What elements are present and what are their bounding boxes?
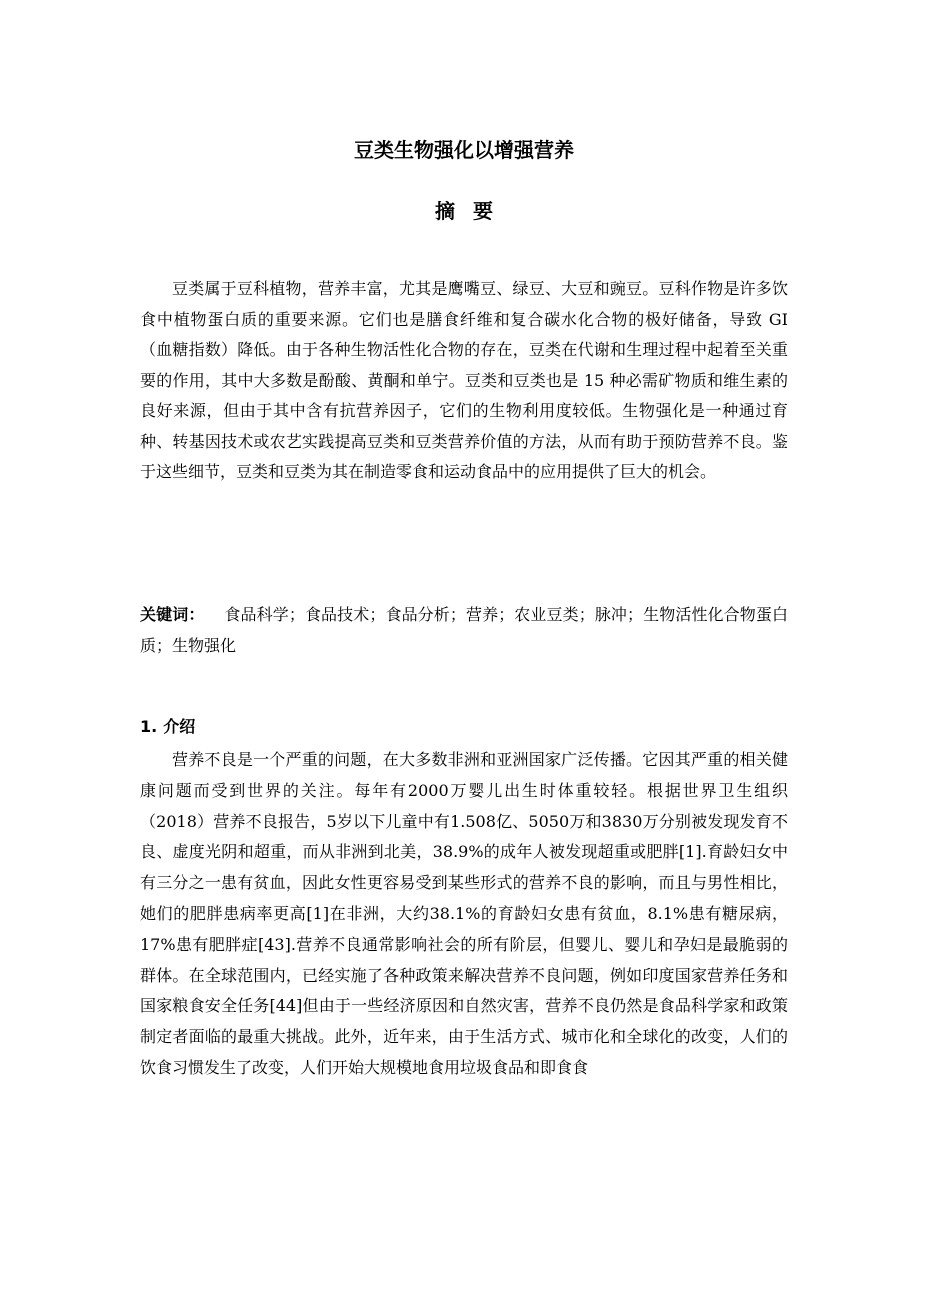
- section-title: 介绍: [163, 717, 196, 736]
- introduction-body: [140, 745, 788, 1084]
- section-heading-introduction: [140, 714, 195, 740]
- abstract-paragraph: 豆类属于豆科植物，营养丰富，尤其是鹰嘴豆、绿豆、大豆和豌豆。豆科作物是许多饮食中植物蛋白质的重要来源。它们也是膳食纤维和复合碳水化合物的极好储备，导致 GI（血糖指数）降低。由于各种生物活性化合物的存在，豆类在代谢和生理过程中起着至关重要的作用，其中大多数是酚酸、黄酮和单宁。豆类和豆类也是 15 种必需矿物质和维生素的良好来源，但由于其中含有抗营养因子，它们的生物利用度较低。生物强化是一种通过育种、转基因技术或农艺实践提高豆类和豆类营养价值的方法，从而有助于预防营养不良。鉴于这些细节，豆类和豆类为其在制造零食和运动食品中的应用提供了巨大的机会。: [140, 279, 788, 481]
- abstract-heading: 摘要: [435, 199, 511, 223]
- abstract-body: [140, 274, 788, 488]
- keywords-label: 关键词：: [140, 605, 205, 624]
- keywords-text: 食品科学；食品技术；食品分析；营养；农业豆类；脉冲；生物活性化合物蛋白质；生物强化: [140, 605, 788, 655]
- section-number: 1.: [140, 717, 158, 736]
- introduction-paragraph: 营养不良是一个严重的问题，在大多数非洲和亚洲国家广泛传播。它因其严重的相关健康问题而受到世界的关注。每年有2000万婴儿出生时体重较轻。根据世界卫生组织（2018）营养不良报告，5岁以下儿童中有1.508亿、5050万和3830万分别被发现发育不良、虚度光阴和超重，而从非洲到北美，38.9%的成年人被发现超重或肥胖[1].育龄妇女中有三分之一患有贫血，因此女性更容易受到某些形式的营养不良的影响，而且与男性相比，她们的肥胖患病率更高[1]在非洲，大约38.1%的育龄妇女患有贫血，8.1%患有糖尿病，17%患有肥胖症[43].营养不良通常影响社会的所有阶层，但婴儿、婴儿和孕妇是最脆弱的群体。在全球范围内，已经实施了各种政策来解决营养不良问题，例如印度国家营养任务和国家粮食安全任务[44]但由于一些经济原因和自然灾害，营养不良仍然是食品科学家和政策制定者面临的最重大挑战。此外，近年来，由于生活方式、城市化和全球化的改变，人们的饮食习惯发生了改变，人们开始大规模地食用垃圾食品和即食食: [140, 750, 788, 1077]
- paper-title: 豆类生物强化以增强营养: [354, 138, 574, 162]
- keywords-line: [140, 600, 788, 661]
